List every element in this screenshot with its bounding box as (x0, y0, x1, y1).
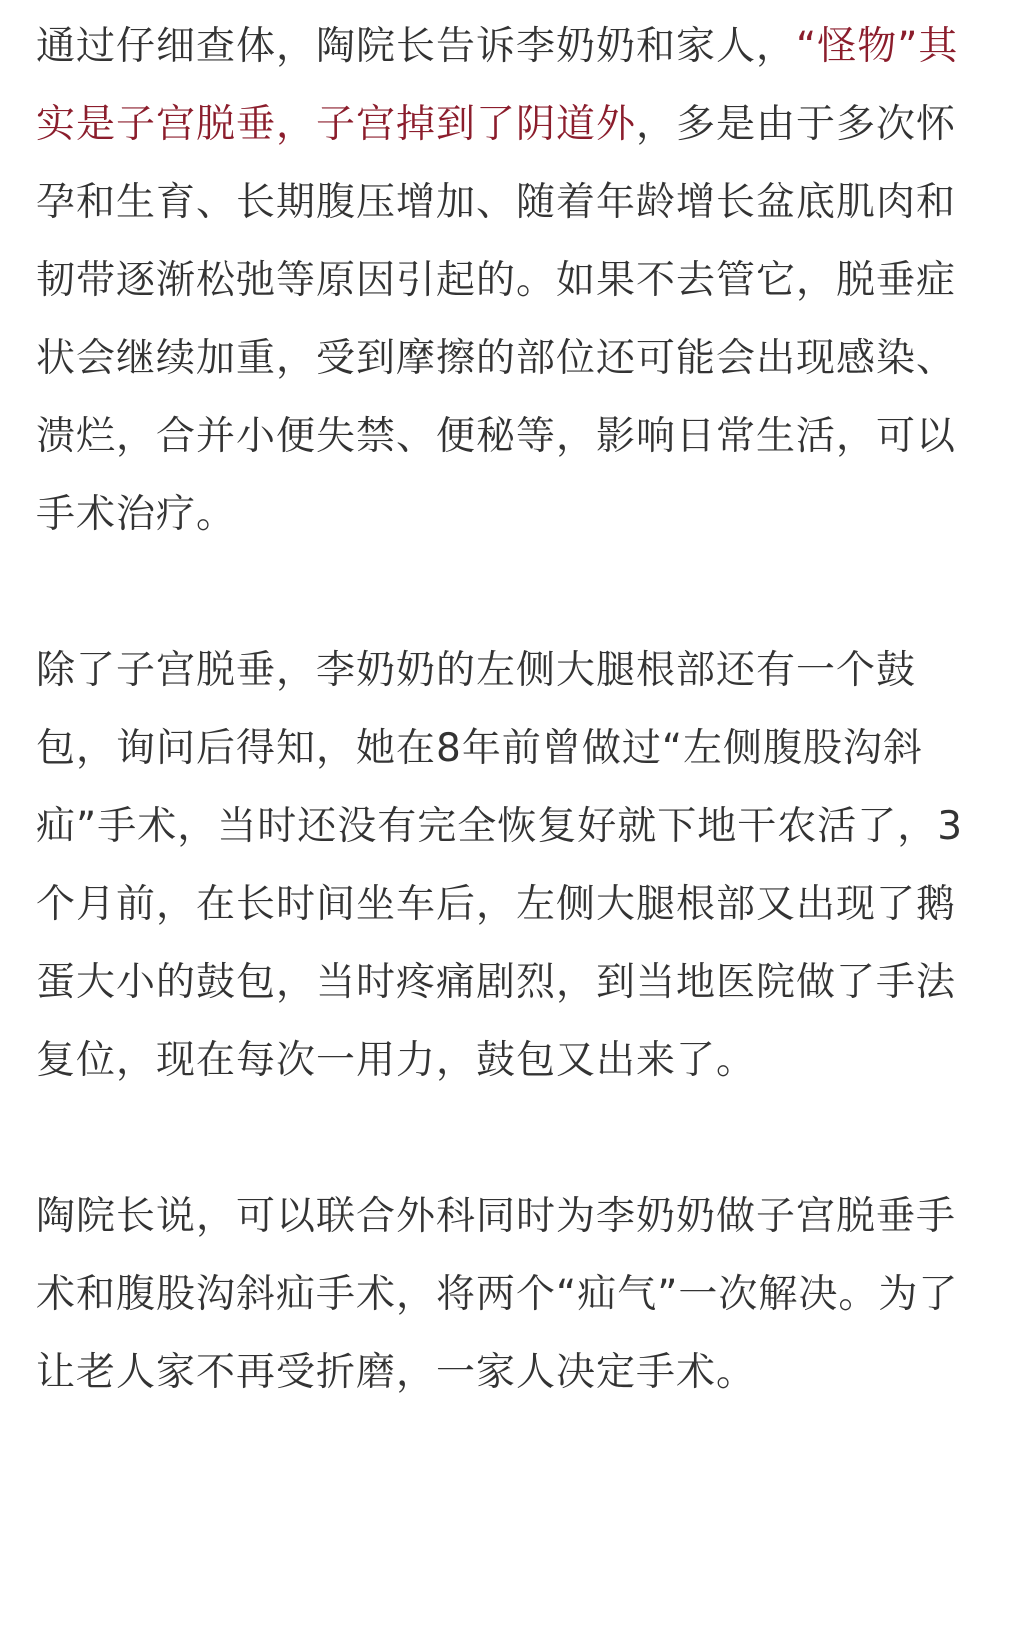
paragraph-spacer (36, 1100, 976, 1178)
paragraph-diagnosis (36, 8, 976, 554)
paragraph-text: ，多是由于多次怀孕和生育、长期腹压增加、随着年龄增长盆底肌肉和韧带逐渐松弛等原因引起的。如果不去管它，脱垂症状会继续加重，受到摩擦的部位还可能会出现感染、溃烂，合并小便失禁、便秘等，影响日常生活，可以手术治疗。 (36, 102, 957, 537)
paragraph-spacer (36, 554, 976, 632)
article-body (36, 8, 976, 1412)
highlighted-text: “怪物”其实是子宫脱垂，子宫掉到了阴道外 (36, 24, 959, 147)
paragraph-text: 通过仔细查体，陶院长告诉李奶奶和家人， (36, 24, 797, 69)
paragraph-surgery-decision: 陶院长说，可以联合外科同时为李奶奶做子宫脱垂手术和腹股沟斜疝手术，将两个“疝气”一次解决。为了让老人家不再受折磨，一家人决定手术。 (36, 1194, 959, 1395)
paragraph-hernia-history: 除了子宫脱垂，李奶奶的左侧大腿根部还有一个鼓包，询问后得知，她在8年前曾做过“左侧腹股沟斜疝”手术，当时还没有完全恢复好就下地干农活了，3个月前，在长时间坐车后，左侧大腿根部又出现了鹅蛋大小的鼓包，当时疼痛剧烈，到当地医院做了手法复位，现在每次一用力，鼓包又出来了。 (36, 648, 964, 1083)
